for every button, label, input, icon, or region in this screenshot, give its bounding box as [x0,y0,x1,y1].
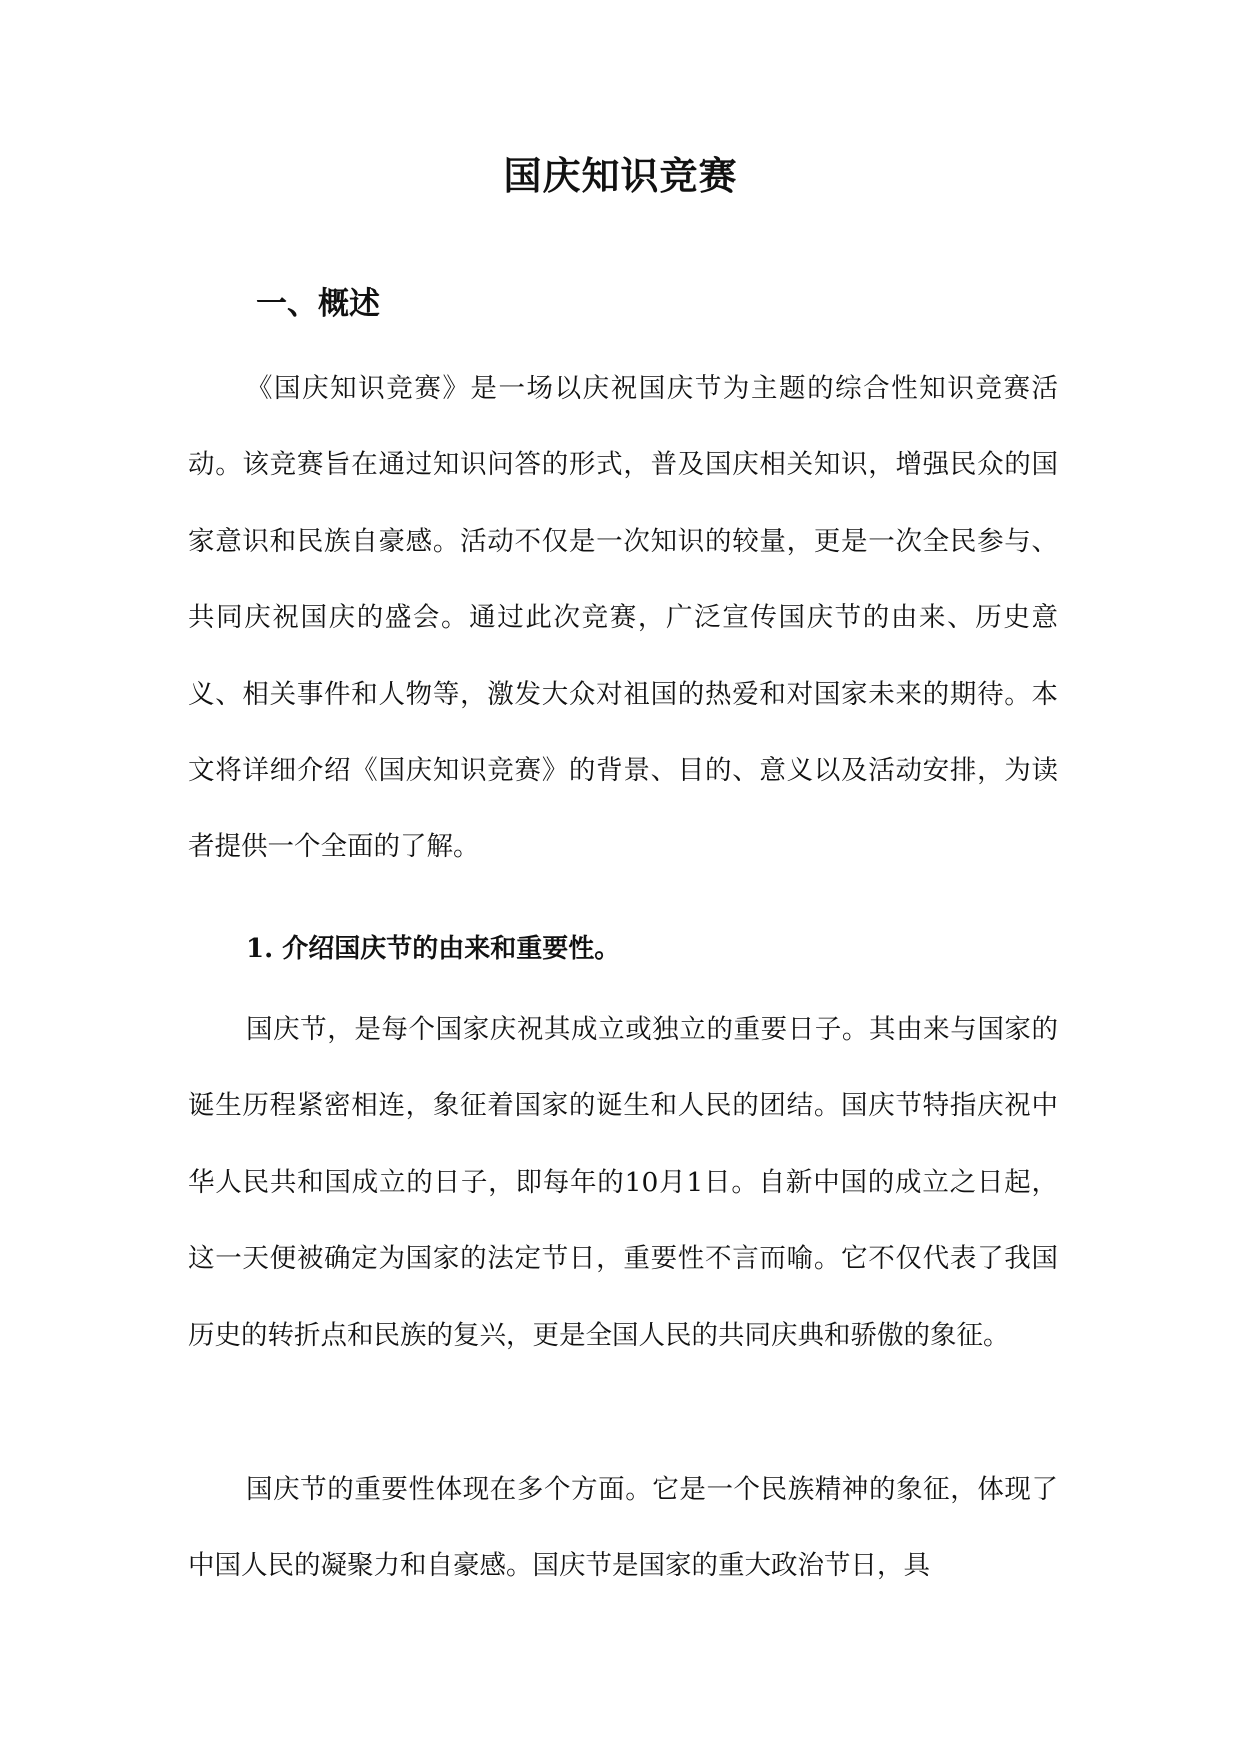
paragraph-overview: 《国庆知识竞赛》是一场以庆祝国庆节为主题的综合性知识竞赛活动。该竞赛旨在通过知识问答的形式，普及国庆相关知识，增强民众的国家意识和民族自豪感。活动不仅是一次知识的较量，更是一次全民参与、共同庆祝国庆的盛会。通过此次竞赛，广泛宣传国庆节的由来、历史意义、相关事件和人物等，激发大众对祖国的热爱和对国家未来的期待。本文将详细介绍《国庆知识竞赛》的背景、目的、意义以及活动安排，为读者提供一个全面的了解。 [188,373,1058,863]
paragraph-origin: 国庆节，是每个国家庆祝其成立或独立的重要日子。其由来与国家的诞生历程紧密相连，象征着国家的诞生和人民的团结。国庆节特指庆祝中华人民共和国成立的日子，即每年的10月1日。自新中国的成立之日起，这一天便被确定为国家的法定节日，重要性不言而喻。它不仅代表了我国历史的转折点和民族的复兴，更是全国人民的共同庆典和骄傲的象征。 [188,1014,1058,1351]
section-heading-origin: 1. 介绍国庆节的由来和重要性。 [246,934,621,964]
paragraph-importance: 国庆节的重要性体现在多个方面。它是一个民族精神的象征，体现了中国人民的凝聚力和自豪感。国庆节是国家的重大政治节日，具 [188,1474,1058,1582]
section-heading-overview: 一、概述 [256,286,380,322]
document-title: 国庆知识竞赛 [503,153,738,198]
